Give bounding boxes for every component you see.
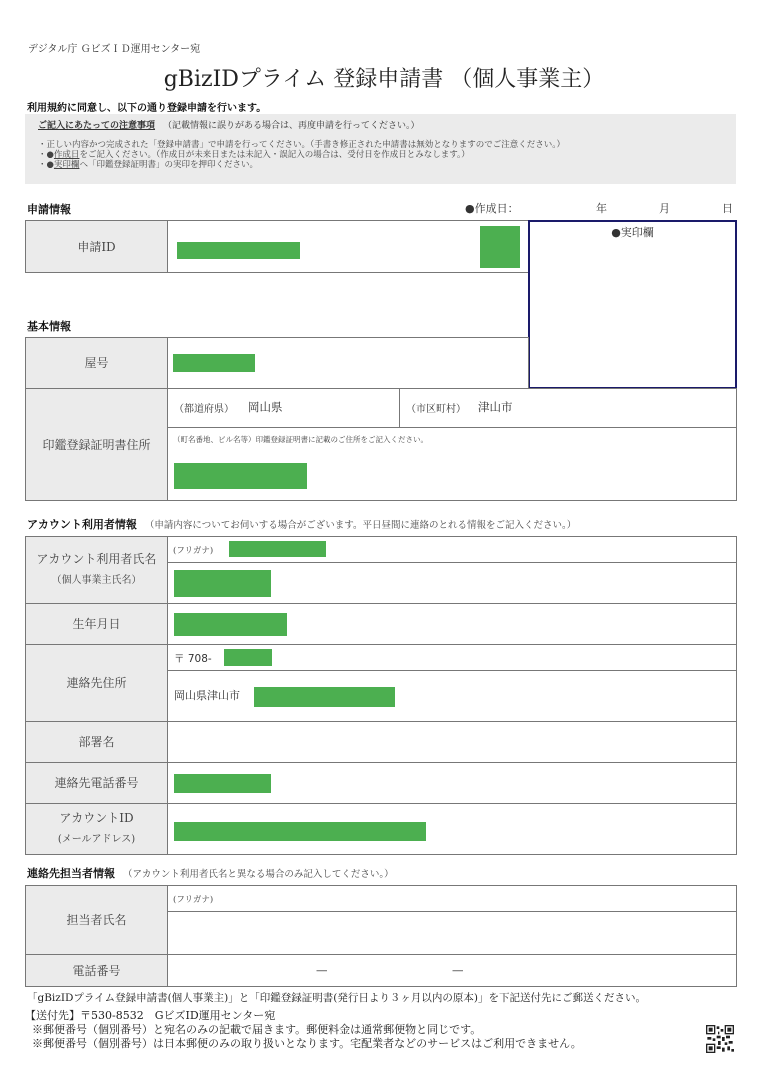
field-prefecture[interactable] — [167, 388, 400, 428]
field-contact-furigana[interactable] — [167, 885, 737, 912]
redacted-phone — [174, 774, 271, 793]
field-contact-phone[interactable] — [167, 954, 737, 987]
phone-separator-2: — — [452, 963, 464, 977]
notice-link-stamp: 実印欄 — [53, 160, 80, 170]
phone-separator-1: — — [316, 963, 328, 977]
field-department[interactable] — [167, 721, 737, 763]
stamp-label: ●実印欄 — [611, 226, 654, 239]
prefecture-label: （都道府県） — [174, 404, 234, 415]
furigana-label: (フリガナ) — [173, 546, 214, 556]
section-note: （申請内容についてお伺いする場合がございます。平日昼間に連絡のとれる情報をご記入ください。） — [144, 520, 577, 531]
bullet: ・● — [38, 150, 54, 160]
label-text: 部署名 — [78, 735, 115, 749]
label-contact-phone — [25, 954, 168, 987]
label-phone — [25, 762, 168, 804]
bullet: ・● — [38, 160, 54, 170]
notice-line-3 — [38, 160, 258, 170]
redacted-street — [174, 463, 307, 489]
footer-send-to: 【送付先】〒530-8532 GビズID運用センター宛 — [25, 1009, 276, 1022]
notice-text: をご記入ください。（作成日が未来日または未記入・誤記入の場合は、受付日を作成日とみなします。） — [79, 150, 470, 160]
notice-heading — [38, 118, 420, 131]
notice-line-2 — [38, 150, 470, 160]
field-street-address[interactable] — [167, 427, 737, 501]
label-text: 生年月日 — [72, 617, 121, 631]
field-trade-name[interactable] — [167, 337, 529, 389]
section-application: 申請情報 — [27, 203, 71, 216]
section-account — [27, 516, 576, 532]
notice-text: へ「印鑑登録証明書」の実印を押印ください。 — [79, 160, 258, 170]
section-note: （アカウント利用者氏名と異なる場合のみ記入してください。） — [123, 869, 394, 880]
qr-code-icon — [706, 1025, 734, 1053]
year-label: 年 — [596, 202, 607, 215]
bullet: ・ — [38, 140, 47, 150]
field-dob[interactable] — [167, 603, 737, 645]
label-account-name — [25, 536, 168, 604]
redacted-email — [174, 822, 426, 841]
label-text: 電話番号 — [72, 963, 121, 978]
field-account-id[interactable] — [167, 803, 737, 855]
label-text: 連絡先住所 — [66, 676, 127, 690]
label-dob — [25, 603, 168, 645]
addressee: デジタル庁 ＧビズＩＤ運用センター宛 — [28, 44, 201, 55]
page-title: gBizIDプライム 登録申請書 （個人事業主） — [163, 67, 605, 92]
label-department — [25, 721, 168, 763]
notice-title: ご記入にあたっての注意事項 — [38, 121, 156, 131]
label-text: 申請ID — [77, 239, 116, 254]
label-subtext: (メールアドレス) — [57, 834, 136, 845]
label-contact-address — [25, 644, 168, 722]
redacted-block — [480, 226, 520, 268]
redacted-application-id — [177, 242, 300, 259]
field-account-name[interactable] — [167, 562, 737, 604]
street-hint: （町名番地、ビル名等）印鑑登録証明書に記載のご住所をご記入ください。 — [173, 435, 428, 444]
label-application-id — [25, 220, 168, 273]
city-label: （市区町村） — [406, 404, 466, 415]
notice-link-date: 作成日 — [53, 150, 80, 160]
redacted-trade-name — [173, 354, 255, 372]
field-application-id[interactable] — [167, 220, 530, 273]
section-title: 連絡先担当者情報 — [27, 867, 115, 880]
label-contact-name — [25, 885, 168, 955]
footer-note-2: ※郵便番号（個別番号）は日本郵便のみの取り扱いとなります。宅配業者などのサービスはご利用できません。 — [32, 1037, 582, 1050]
month-label: 月 — [659, 202, 670, 215]
field-furigana[interactable] — [167, 536, 737, 563]
section-title: アカウント利用者情報 — [27, 518, 137, 531]
label-text: 担当者氏名 — [66, 913, 127, 927]
label-subtext: （個人事業主氏名） — [51, 575, 142, 586]
label-trade-name — [25, 337, 168, 389]
label-text: 印鑑登録証明書住所 — [42, 437, 151, 452]
redacted-furigana — [229, 541, 326, 557]
redacted-dob — [174, 613, 287, 636]
field-contact-address[interactable] — [167, 670, 737, 722]
label-text: 屋号 — [84, 356, 109, 370]
postal-prefix: 〒 708- — [174, 653, 212, 665]
redacted-name — [174, 570, 271, 597]
address-prefix: 岡山県津山市 — [174, 689, 240, 702]
date-label: ●作成日： — [465, 202, 519, 215]
label-text: アカウント利用者氏名 — [36, 552, 157, 566]
label-account-id — [25, 803, 168, 855]
day-label: 日 — [722, 202, 733, 215]
city-value: 津山市 — [478, 400, 513, 414]
agreement-text: 利用規約に同意し、以下の通り登録申請を行います。 — [27, 103, 267, 114]
section-basic: 基本情報 — [27, 320, 71, 333]
furigana-label: (フリガナ) — [173, 895, 214, 905]
field-phone[interactable] — [167, 762, 737, 804]
field-contact-name[interactable] — [167, 911, 737, 955]
label-text: アカウントID — [59, 811, 134, 825]
stamp-box — [528, 220, 737, 389]
label-seal-address — [25, 388, 168, 501]
field-city[interactable] — [399, 388, 737, 428]
footer-note-1: ※郵便番号（個別番号）と宛名のみの記載で届きます。郵便料金は通常郵便物と同じです。 — [32, 1023, 482, 1036]
section-contact — [27, 865, 394, 881]
notice-line-1 — [38, 140, 565, 150]
footer-instruction: 「gBizIDプライム登録申請書(個人事業主)」と「印鑑登録証明書(発行日より３ヶ月以内の原本)」を下記送付先にご郵送ください。 — [27, 992, 646, 1004]
prefecture-value: 岡山県 — [248, 400, 283, 414]
notice-text: 正しい内容かつ完成された「登録申請書」で申請を行ってください。（手書き修正された申請書は無効となりますのでご注意ください。） — [46, 140, 566, 150]
redacted-postal — [224, 649, 272, 666]
field-postal-code[interactable] — [167, 644, 737, 671]
label-text: 連絡先電話番号 — [54, 776, 139, 790]
notice-heading-note: （記載情報に誤りがある場合は、再度申請を行ってください。） — [163, 121, 420, 131]
redacted-address — [254, 687, 395, 707]
